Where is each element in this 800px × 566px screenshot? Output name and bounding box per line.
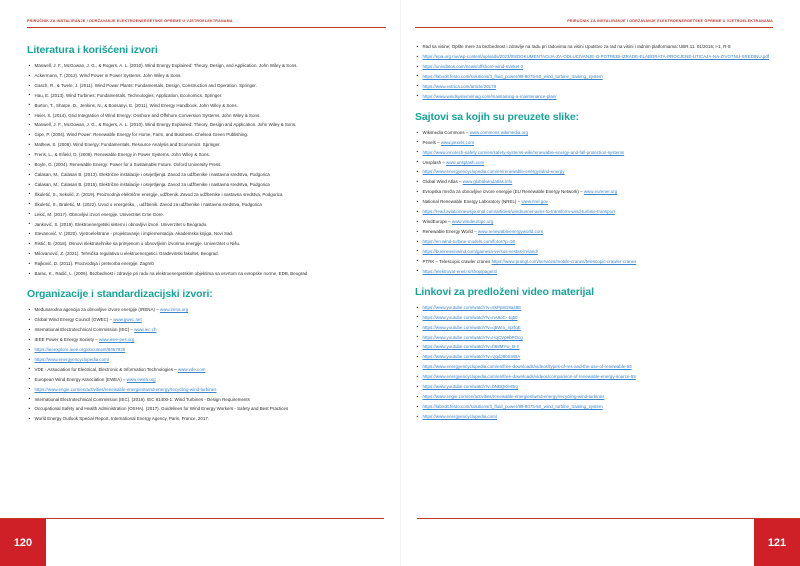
external-link[interactable]: www.ieee-pes.org [98,337,135,343]
left-page-content [27,44,386,426]
external-link[interactable]: https://www.energyencyclopedia.com/ [34,356,110,362]
list-item [415,344,773,350]
external-link[interactable]: https://www.engie.com/en/activities/renewable-energies/wind-energy/recycling-wind-turbines [34,386,217,392]
external-link[interactable]: www.irena.org [159,307,189,313]
page-number-right: 121 [754,519,800,566]
external-link[interactable]: https://www.youtube.com/watch?v=8sPp8G8a48E [422,304,522,310]
list-item: • Mathew, S. (2006). Wind Energy: Fundamentals, Resource Analysis and Economics. Springer. [27,142,386,148]
section-heading-organizacije: Organizacije i standardizacijski izvori: [27,288,213,301]
reference-list-literatura [27,63,386,277]
list-item: • Manwell, J. F., McGowan, J. G., & Rogers, A. L. (2010). Wind Energy Explained: Theory, Design and Application. John Wiley & Sons. [27,122,386,128]
external-link[interactable]: www.ewea.org [126,376,156,382]
external-link[interactable]: https://www.youtube.com/watch?v=q5Wm_nprfqE [422,324,521,330]
list-item [415,325,773,331]
section-heading-sajtovi: Sajtovi sa kojih su preuzete slike: [415,110,579,123]
reference-list-sajtovi [415,130,773,275]
list-item: • Evropska mreža za obnovljive izvore energije (EU Renewable Energy Network) – www.eurener.org [415,189,773,195]
list-item [415,364,773,370]
list-item [415,54,773,60]
external-link[interactable]: https://www.youtube.com/watch?v=HqCVp9bPOcg [422,334,523,340]
external-link[interactable]: www.windeurope.org [451,219,494,224]
external-link[interactable]: https://labvolt.festo.com/solutions/3_fluid_power/89-8075-50_wind_turbine_training_system [422,403,603,409]
footer-rule-left [0,518,384,519]
list-item: • International Electrotechnical Commission (IEC) – www.iec.ch [27,327,386,333]
list-item: • Manwell, J. F., McGowan, J. G., & Rogers, A. L. (2010). Wind Energy Explained: Theory, Design, and Application. John Wiley & Sons. [27,63,386,69]
external-link[interactable]: https://www.innotech-safety.com/en/safety-systems-wiki/renewable-energy-and-fall-protection-systems [422,149,625,155]
list-item: • Škuletić, S., Sekulić, Z. (2019). Proizvodnja električne energije, udžbenik. Zavod za udžbenike i nastavna sredstva, Podgorica [27,192,386,198]
list-item: • National Renewable Energy Laboratory (NREL) – www.nrel.gov [415,199,773,205]
right-page-content [415,44,773,424]
list-item [415,394,773,400]
reference-list-video [415,305,773,420]
list-item [415,374,773,380]
list-item: • Pexels – www.pexels.com [415,140,773,146]
list-item [415,335,773,341]
list-item [27,347,386,353]
external-link[interactable]: https://www.engie.com/en/activities/renewable-energies/wind-energy/recycling-wind-turbines [422,394,605,399]
external-link[interactable]: https://www.youtube.com/watch?v=nA9oC--tq50 [422,314,518,320]
external-link[interactable]: https://www.youtube.com/watch?v=bNBQKlHttrg [422,384,519,390]
running-header-right: PRIRUČNIK ZA INSTALIRANJE I ODRŽAVANJE ELEKTROENERGETSKE OPREME U VJETROELEKTRANAMA [567,19,773,23]
external-link[interactable]: www.iec.ch [134,327,157,333]
external-link[interactable]: https://labvolt.festo.com/solutions/3_fluid_power/89-8075-50_wind_turbine_training_system [422,73,603,79]
list-item [415,150,773,156]
list-item [415,384,773,390]
external-link[interactable]: https://epa.org.me/wp-content/uploads/2023/09/DOKUMENTACIJA-ZA-ODLUCIVANJE-O-POTREBI-IZRADE-ELABORATA-PROCJENE-UTICAJA-NA-ZIVOTNU-SREDINU.pdf [422,53,770,59]
list-item: • Hau, E. (2013). Wind Turbines: Fundamentals, Technologies, Application, Economics. Springer. [27,93,386,99]
external-link[interactable]: https://www.windsystemsmag.com/maintaining-a-maintenance-plan/ [422,93,557,99]
list-item: • Gipe, P. (2004). Wind Power: Renewable Energy for Home, Farm, and Business. Chelsea Green Publishing. [27,132,386,138]
list-item [27,387,386,393]
list-item: • Renewable Energy World – www.renewableenergyworld.com [415,229,773,235]
running-header-left: PRIRUČNIK ZA INSTALIRANJE I ODRŽAVANJE ELEKTROENERGETSKE OPREME U VJETROELEKTRANAMA [27,19,233,23]
external-link[interactable]: www.eurener.org [583,189,618,195]
list-item: • Milovanović, Z. (2021). Tehnička regulativa u elektroenergetici. Građevinski fakultet, Beograd. [27,251,386,257]
list-item [415,84,773,90]
section-heading-video: Linkovi za predloženi video materijal [415,285,594,298]
list-item: • WindEurope – www.windeurope.org [415,219,773,225]
reference-list-organizacije [27,307,386,422]
external-link[interactable]: https://businessinwind.com/gamesa-versus-vestas-ireland/ [422,248,538,254]
list-item [415,169,773,175]
list-item: • Ackermann, T. (2012). Wind Power in Power Systems. John Wiley & Sons. [27,73,386,79]
list-item: • Stevanović, V. (2020). Vjetroelektrane - projektovanje i implementacija. Akademska knjiga, Novi Sad. [27,231,386,237]
list-item: • IEEE Power & Energy Society – www.ieee-pes.org [27,337,386,343]
external-link[interactable]: www.unsplash.com [446,159,485,165]
section-heading-literatura: Literatura i korišćeni izvori [27,44,158,56]
list-item: • Freris, L., & Infield, D. (2008). Renewable Energy in Power Systems. John Wiley & Sons. [27,152,386,158]
external-link[interactable]: https://ieeexplore.ieee.org/document/8467935 [34,346,126,352]
list-item: • Unsplash – www.unsplash.com [415,160,773,166]
external-link[interactable]: https://www.prangl.com/services/mobile-cranes/telescopic-crawler-cranes [491,258,637,264]
list-item [415,315,773,321]
list-item [415,354,773,360]
list-item: • Heier, S. (2014). Grid Integration of Wind Energy: Onshore and Offshore Conversion Systems. John Wiley & Sons. [27,113,386,119]
list-item [415,404,773,410]
footer-rule-right [417,518,800,519]
list-item: • Occupational Safety and Health Administration (OSHA). (2017). Guidelines for Wind Energy Workers - Safety and Best Practices [27,406,386,412]
list-item [415,249,773,255]
list-item [415,94,773,100]
external-link[interactable]: www.gwec.net [113,317,142,323]
external-link[interactable]: https://www.energyencyclopedia.com/ [422,413,498,419]
external-link[interactable]: https://www.youtube.com/watch?v=vjqdJ80SmBA [422,354,521,360]
header-rule-right [415,27,773,28]
external-link[interactable]: https://en.wind-turbine-models.com/fotos?p=50 [422,238,516,244]
list-item [415,74,773,80]
list-item: • Gasch, R., & Twele, J. (2011). Wind Power Plants: Fundamentals, Design, Construction and Operation. Springer. [27,83,386,89]
list-item: • Wikimedia Commons – www.commons.wikimedia.org [415,130,773,136]
list-item: • International Electrotechnical Commission (IEC). (2019). IEC 61400-1: Wind Turbines - Design Requirements [27,397,386,403]
external-link[interactable]: https://www.extrica.com/article/20178 [422,83,497,89]
external-link[interactable]: www.commons.wikimedia.org [469,129,529,135]
list-item: • Ristić, B. (2018). Osnovi elektrotehnike sa primjenom u obnovljivim izvorima energije. Univerzitet u Nišu. [27,241,386,247]
list-item: • Lekić, M. (2017). Obnovljivi izvori energije. Univerzitet Crne Gore. [27,212,386,218]
list-item: • World Energy Outlook Special Report, International Energy Agency, Paris, France, 2017. [27,416,386,422]
external-link[interactable]: https://elektrovat-enel.rs/shop/page/4/ [422,268,498,274]
list-item [415,414,773,420]
list-item: • VDE - Association for Electrical, Electronic & Information Technologies – www.vde.com [27,367,386,373]
list-item: • Škuletić, S., Braletić, M. (2022). Uvod u energetiku, , udžbenik. Zavod za udžbenike i nastavna sredstva, Podgorica [27,202,386,208]
external-link[interactable]: https://www.energyencyclopedia.com/en/renewable-energy/wind-energy [422,169,565,175]
list-item: • Rad sa visine; Opšte mere za bezbednost i zdravlje na radu pri radovima na visini Uputstvo za rad na visini i radnim platformama: UBR.11. 01/2015; I-1, R-0: [415,44,773,50]
list-item [415,209,773,215]
list-item: • Global Wind Energy Council (GWEC) – www.gwec.net [27,317,386,323]
list-item [415,239,773,245]
external-link[interactable]: https://read.aviationnewsjournal.com/articles/windrunner-aims-to-transform-wind-turbine-transport [422,209,615,215]
list-item: • Burton, T., Sharpe, D., Jenkins, N., & Bossanyi, E. (2011). Wind Energy Handbook. John Wiley & Sons. [27,103,386,109]
external-link[interactable]: www.globalwindatlas.info [462,179,513,185]
list-item: • Barac, K., Radić, L. (2006). Bezbednost i zdravlje pri radu na elektroenergetskim objektima sa osvrtom na evropske norme, EDB, Beograd [27,271,386,277]
list-item: • PTRK – Telescopic crawler cranes https://www.prangl.com/services/mobile-cranes/telescopic-crawler-cranes [415,259,773,265]
external-link[interactable]: www.nrel.gov [521,199,548,205]
list-item: • European Wind Energy Association (EWEA) – www.ewea.org [27,377,386,383]
page-number-left: 120 [0,519,46,566]
external-link[interactable]: www.vde.com [177,366,206,372]
external-link[interactable]: https://www.youtube.com/watch?v=fI68MYw_B-Y [422,344,520,350]
external-link[interactable]: www.pexels.com [440,139,475,145]
list-item: • Janković, S. (2019). Elektroenergetski sistemi i obnovljivi izvori. Univerzitet u Beogradu. [27,222,386,228]
list-item [415,305,773,311]
external-link[interactable]: https://www.energyencyclopedia.com/en/free-downloads/videos/comparison-of-renewable-energy-source-55 [422,374,636,380]
reference-list-continued [415,44,773,100]
list-item: • Ćalasan, M., Ćalasan B. (2015). Električne instalacije i osvjetljenja. Zavod za udžbenike i nastavna sredstva, Podgorica [27,182,386,188]
page-right [400,0,800,566]
list-item: • Boyle, G. (2004). Renewable Energy: Power for a Sustainable Future. Oxford University Press. [27,162,386,168]
external-link[interactable]: https://www.energyencyclopedia.com/en/free-downloads/videos/types-of-res-and-the-use-of-renewable-56 [422,364,632,370]
external-link[interactable]: www.renewableenergyworld.com [477,228,544,234]
external-link[interactable]: https://univdatos.com/news/offshore-wind-market-2 [422,63,524,69]
list-item: • Ćalasan, M., Ćalasan B. (2013). Električne instalacije i osvjetljenja. Zavod za udžbenike i nastavna sredstva, Podgorica [27,172,386,178]
list-item [27,357,386,363]
list-item [415,269,773,275]
header-rule-left [27,27,386,28]
list-item: • Međunarodna agencija za obnovljive izvore energije (IRENA) – www.irena.org [27,307,386,313]
list-item: • Global Wind Atlas – www.globalwindatlas.info [415,179,773,185]
list-item: • Rajković, D. (2011). Proizvodnja i pretvorba energije. Zagreb [27,261,386,267]
list-item [415,64,773,70]
